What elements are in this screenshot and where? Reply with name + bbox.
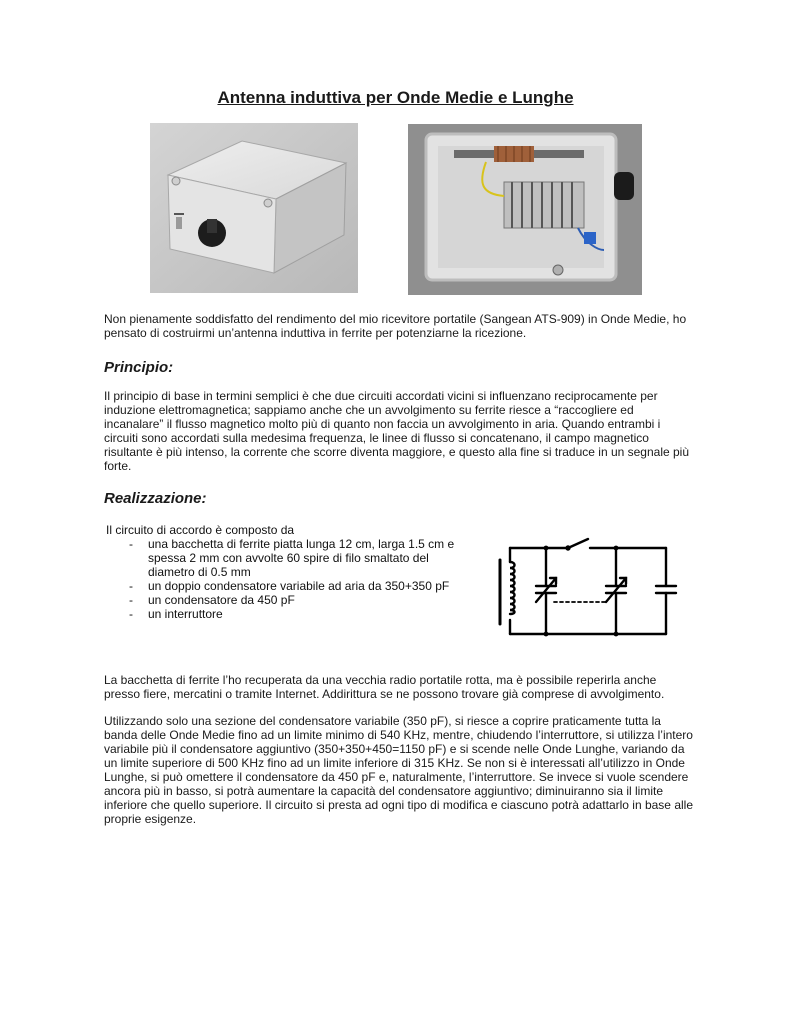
photo-closed-enclosure xyxy=(150,123,358,293)
circuit-schematic xyxy=(490,532,680,642)
components-intro: Il circuito di accordo è composto da xyxy=(106,523,295,537)
usage-paragraph: Utilizzando solo una sezione del condensatore variabile (350 pF), si riesce a coprire praticamente tutta la banda delle Onde Medie fino ad un limite minimo di 540 KHz, mentre, chiudendo l’interruttore, si utilizza l’intero variabile più il condensatore aggiuntivo (350+350+450=1150 pF) e si scende nelle Onde Lunghe, variando da un limite superiore di 500 KHz fino ad un limite inferiore di 315 KHz. Se non si è interessati all’utilizzo in Onde Lunghe, si può omettere il condensatore da 450 pF e, naturalmente, l’interruttore. Se invece si vuole scendere ancora più in basso, si potrà aumentare la capacità del condensatore aggiuntivo; diminuiranno sia il limite inferiore che quello superiore. Il circuito si presta ad ogni tipo di modifica e ciascuno potrà adattarlo in base alle proprie esigenze. xyxy=(104,714,693,826)
list-item: - una bacchetta di ferrite piatta lunga 12 cm, larga 1.5 cm e spessa 2 mm con avvolte 60 spire di filo smaltato del diametro di 0.5 mm xyxy=(126,537,466,579)
section-heading-realizzazione: Realizzazione: xyxy=(104,490,207,507)
section-heading-principio: Principio: xyxy=(104,359,174,376)
components-list xyxy=(126,537,466,621)
document-title: Antenna induttiva per Onde Medie e Lunghe xyxy=(217,88,574,107)
ferrite-paragraph: La bacchetta di ferrite l’ho recuperata da una vecchia radio portatile rotta, ma è possibile reperirla anche presso fiere, mercatini o tramite Internet. Addirittura se ne possono trovare già comprese di avvolgimento. xyxy=(104,673,665,701)
list-item: - un doppio condensatore variabile ad aria da 350+350 pF xyxy=(126,579,466,593)
intro-paragraph: Non pienamente soddisfatto del rendimento del mio ricevitore portatile (Sangean ATS-909) in Onde Medie, ho pensato di costruirmi un’antenna induttiva in ferrite per potenziarne la ricezione. xyxy=(104,312,687,340)
list-item: - un interruttore xyxy=(126,607,466,621)
principio-paragraph: Il principio di base in termini semplici è che due circuiti accordati vicini si influenzano reciprocamente per induzione elettromagnetica; sappiamo anche che un avvolgimento su ferrite riesce a “raccogliere ed incanalare” il flusso magnetico molto più di quanto non faccia un avvolgimento in aria. Quando entrambi i circuiti sono accordati sulla medesima frequenza, le linee di flusso si concatenano, il campo magnetico risultante è più intenso, la corrente che scorre diventa maggiore, e questo alla fine si traduce in un segnale più forte. xyxy=(104,389,690,473)
photo-open-enclosure xyxy=(408,124,642,295)
list-item: - un condensatore da 450 pF xyxy=(126,593,466,607)
